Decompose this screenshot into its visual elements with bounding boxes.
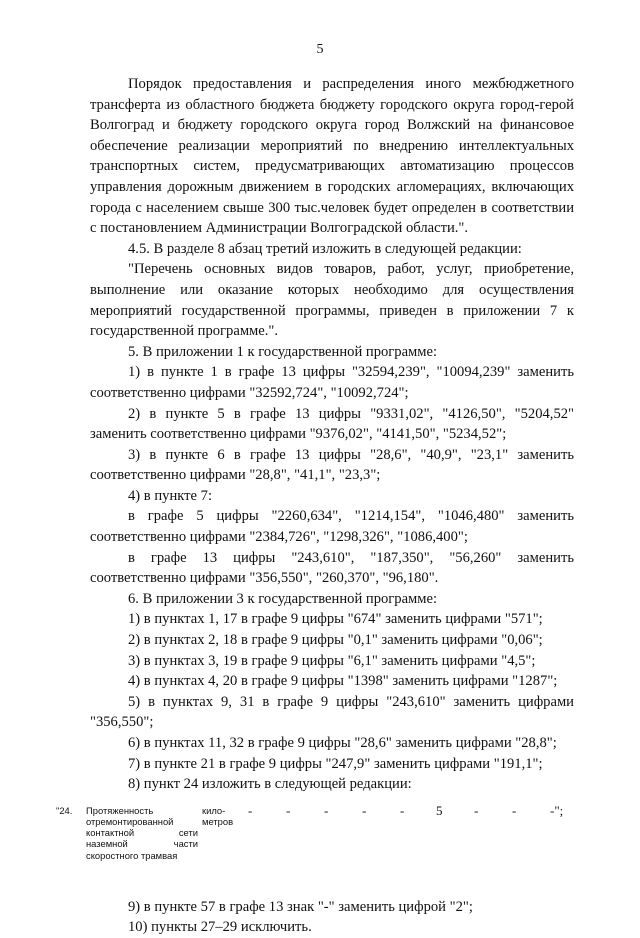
paragraph: "Перечень основных видов товаров, работ, услуг, приобретение, выполнение или оказание которых необходимо для осуществления мероприятий государственной программы, приведен в приложении 7 к государственной программе.".	[90, 261, 574, 340]
paragraph: 7) в пункте 21 в графе 9 цифры "247,9" заменить цифрами "191,1";	[128, 755, 543, 772]
paragraph: 4) в пунктах 4, 20 в графе 9 цифры "1398" заменить цифрами "1287";	[128, 673, 558, 690]
table-cell: -	[324, 802, 329, 818]
table-cell: -	[362, 802, 367, 818]
table-cell: -	[248, 802, 253, 818]
paragraph: 4) в пункте 7:	[128, 487, 213, 504]
table-row-name: Протяженность отремонтированной контактной сети наземной части скоростного трамвая	[86, 804, 198, 861]
paragraph: 9) в пункте 57 в графе 13 знак "-" заменить цифрой "2";	[128, 898, 473, 915]
paragraph: 6) в пунктах 11, 32 в графе 9 цифры "28,6" заменить цифрами "28,8";	[128, 735, 557, 751]
paragraph: 2) в пунктах 2, 18 в графе 9 цифры "0,1" заменить цифрами "0,06";	[128, 632, 543, 649]
paragraph: 2) в пункте 5 в графе 13 цифры "9331,02", "4126,50", "5204,52" заменить соответственно цифрами "9376,02", "4141,50", "5234,52";	[90, 405, 574, 443]
paragraph: в графе 5 цифры "2260,634", "1214,154", "1046,480" заменить соответственно цифрами "2384,726", "1298,326", "1086,400";	[90, 508, 574, 546]
document-body	[56, 74, 574, 938]
paragraph: 4.5. В разделе 8 абзац третий изложить в следующей редакции:	[128, 240, 522, 257]
table-row-number: "24.	[56, 804, 73, 816]
table-cell: -	[286, 802, 291, 818]
paragraph: в графе 13 цифры "243,610", "187,350", "56,260" заменить соответственно цифрами "356,550", "260,370", "96,180".	[90, 549, 574, 587]
page-number: 5	[316, 42, 324, 57]
paragraph: 6. В приложении 3 к государственной программе:	[128, 590, 438, 607]
table-cell: -	[512, 802, 517, 818]
paragraph: 1) в пункте 1 в графе 13 цифры "32594,239", "10094,239" заменить соответственно цифрами "32592,724", "10092,724";	[90, 364, 574, 401]
paragraph: 5) в пунктах 9, 31 в графе 9 цифры "243,610" заменить цифрами "356,550";	[90, 693, 574, 731]
paragraph: 3) в пунктах 3, 19 в графе 9 цифры "6,1" заменить цифрами "4,5";	[128, 652, 536, 669]
paragraph: 10) пункты 27–29 исключить.	[128, 919, 312, 936]
paragraphs-top	[90, 74, 574, 795]
table-cell: 5	[436, 802, 443, 818]
table-cell: -";	[550, 802, 564, 818]
table-row	[56, 802, 574, 879]
table-row-unit: кило- метров	[202, 804, 234, 827]
paragraph: 5. В приложении 1 к государственной программе:	[128, 343, 438, 360]
table-cell: -	[400, 802, 405, 818]
paragraph: 3) в пункте 6 в графе 13 цифры "28,6", "40,9", "23,1" заменить соответственно цифрами "28,8", "41,1", "23,3";	[90, 446, 574, 484]
table-cell: -	[474, 802, 479, 818]
paragraphs-bottom	[90, 897, 574, 938]
paragraph: 8) пункт 24 изложить в следующей редакции:	[128, 776, 412, 793]
paragraph: 1) в пунктах 1, 17 в графе 9 цифры "674" заменить цифрами "571";	[128, 611, 543, 628]
paragraph: Порядок предоставления и распределения иного межбюджетного трансферта из областного бюджета бюджету городского округа город-герой Волгоград и бюджету городского округа город Волжский на финансовое обеспечение реализации мероприятий по внедрению интеллектуальных транспортных систем, предусматривающих автоматизацию процессов управления дорожным движением в городских агломерациях, включающих города с населением свыше 300 тыс.человек будет определен в соответствии с постановлением Администрации Волгоградской области.".	[90, 76, 574, 237]
